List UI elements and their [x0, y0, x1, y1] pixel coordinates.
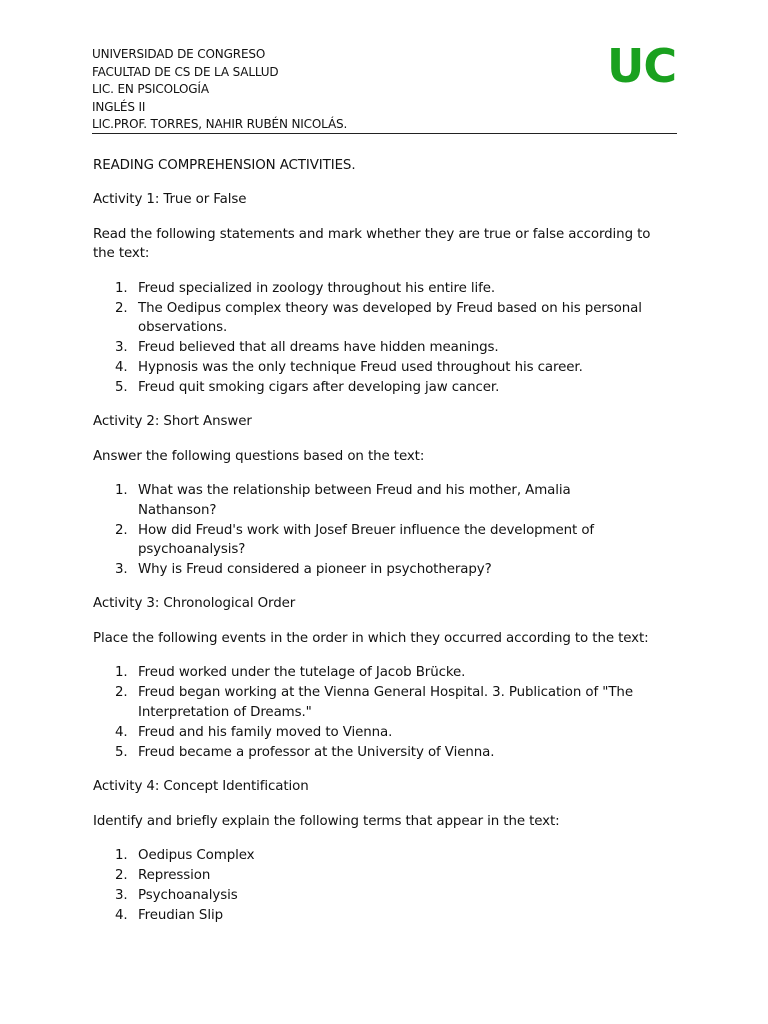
list-number: 3. [115, 340, 128, 356]
list-number: 4. [115, 360, 128, 376]
list-item [93, 906, 653, 925]
list-text: Psychoanalysis [138, 887, 238, 903]
list-item [93, 723, 653, 742]
header-faculty: FACULTAD DE CS DE LA SALLUD [92, 64, 279, 79]
list-number: 5. [115, 744, 128, 760]
list-item [93, 683, 653, 722]
list-number: 5. [115, 380, 128, 396]
list-text: Freudian Slip [138, 907, 223, 923]
header-divider [92, 133, 677, 134]
list-item [93, 743, 653, 762]
list-text: Freud specialized in zoology throughout his entire life. [138, 280, 496, 296]
list-number: 2. [115, 867, 128, 883]
activity-1-instruction: Read the following statements and mark whether they are true or false according to the text: [93, 226, 651, 262]
list-number: 4. [115, 907, 128, 923]
list-text: The Oedipus complex theory was developed by Freud based on his personal observations. [138, 300, 642, 336]
list-item [93, 866, 653, 885]
list-item [93, 299, 653, 338]
list-item [93, 846, 653, 865]
list-text: Freud worked under the tutelage of Jacob Brücke. [138, 665, 466, 681]
activity-2-heading: Activity 2: Short Answer [93, 414, 252, 430]
list-text: Hypnosis was the only technique Freud used throughout his career. [138, 360, 583, 376]
list-number: 4. [115, 724, 128, 740]
header-course: INGLÉS II [92, 99, 146, 114]
list-item [93, 279, 653, 298]
list-number: 3. [115, 887, 128, 903]
list-text: What was the relationship between Freud and his mother, Amalia Nathanson? [138, 483, 571, 518]
list-number: 2. [115, 522, 128, 538]
list-item [93, 338, 653, 357]
header-degree: LIC. EN PSICOLOGÍA [92, 82, 209, 97]
activity-2-instruction: Answer the following questions based on the text: [93, 448, 425, 464]
list-text: Freud became a professor at the University of Vienna. [138, 744, 495, 760]
list-text: Freud and his family moved to Vienna. [138, 724, 393, 740]
list-item [93, 358, 653, 377]
activity-3-heading: Activity 3: Chronological Order [93, 596, 296, 612]
list-number: 1. [115, 483, 128, 499]
header-professor: LIC.PROF. TORRES, NAHIR RUBÉN NICOLÁS. [92, 117, 348, 132]
list-text: Oedipus Complex [138, 847, 255, 863]
activity-4-instruction: Identify and briefly explain the following terms that appear in the text: [93, 813, 560, 829]
activity-4-list [93, 846, 653, 925]
list-number: 1. [115, 280, 128, 296]
activity-2-list [93, 481, 653, 579]
list-item [93, 521, 653, 560]
activity-1-list [93, 279, 653, 398]
activity-3-instruction: Place the following events in the order in which they occurred according to the text: [93, 630, 649, 646]
uc-logo: UC [607, 39, 677, 93]
activity-3-list [93, 663, 653, 762]
activity-4-heading: Activity 4: Concept Identification [93, 779, 309, 795]
list-item [93, 560, 653, 579]
header-university: UNIVERSIDAD DE CONGRESO [92, 47, 266, 61]
list-number: 1. [115, 665, 128, 681]
list-number: 2. [115, 300, 128, 316]
list-item [93, 663, 653, 682]
list-item [93, 378, 653, 397]
document-title: READING COMPREHENSION ACTIVITIES. [93, 158, 356, 173]
list-number: 2. [115, 685, 128, 701]
list-text: Repression [138, 867, 211, 883]
list-text: Freud believed that all dreams have hidden meanings. [138, 340, 499, 356]
list-text: Freud quit smoking cigars after developing jaw cancer. [138, 380, 500, 396]
activity-1-heading: Activity 1: True or False [93, 192, 247, 208]
document-body [93, 156, 653, 925]
list-text: Freud began working at the Vienna General Hospital. 3. Publication of "The Interpretation of Dreams." [138, 685, 633, 720]
list-text: Why is Freud considered a pioneer in psychotherapy? [138, 562, 492, 578]
list-text: How did Freud's work with Josef Breuer influence the development of psychoanalysis? [138, 522, 595, 558]
document-header [92, 46, 677, 134]
list-item [93, 481, 653, 520]
list-number: 3. [115, 562, 128, 578]
list-item [93, 886, 653, 905]
list-number: 1. [115, 847, 128, 863]
